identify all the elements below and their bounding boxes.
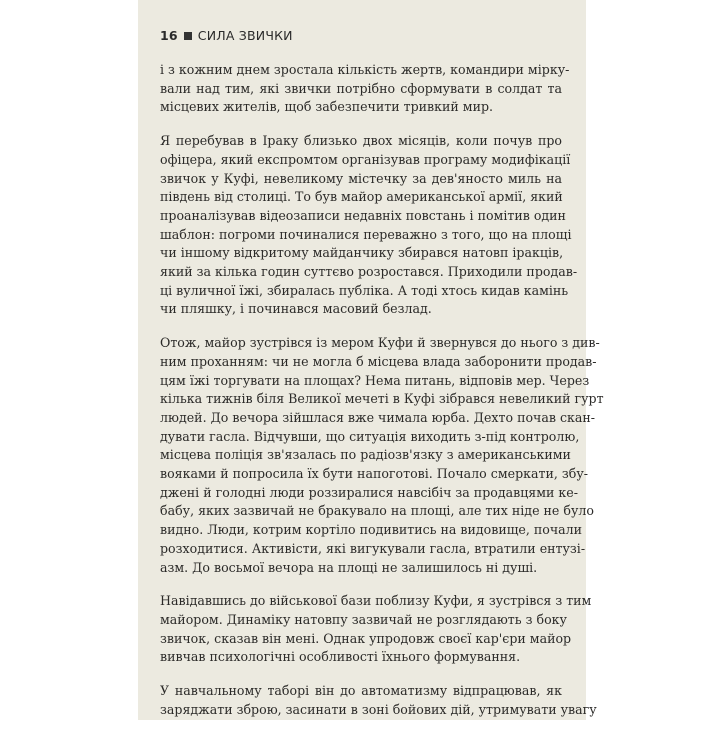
text-line: цям їжі торгувати на площах? Нема питань, відповів мер. Через <box>160 372 590 388</box>
paragraph <box>160 132 578 319</box>
chapter-title: СИЛА ЗВИЧКИ <box>197 28 293 43</box>
body-text <box>160 61 604 735</box>
text-line: джені й голодні люди роззиралися навсібіч за продавцями ке- <box>160 484 579 500</box>
text-line: вали над тим, які звички потрібно сформувати в солдат та <box>160 80 562 96</box>
text-line: місцевих жителів, щоб забезпечити тривкий мир. <box>160 99 494 115</box>
text-line: південь від столиці. То був майор американської армії, який <box>160 189 563 205</box>
paragraph <box>160 334 604 577</box>
text-line: ці вуличної їжі, збиралась публіка. А тоді хтось кидав камінь <box>160 282 569 298</box>
text-line: який за кілька годин суттєво розростався. Приходили продав- <box>160 264 578 280</box>
text-line: кілька тижнів біля Великої мечеті в Куфі зібрався невеликий гурт <box>160 391 604 407</box>
text-line: вивчав психологічні особливості їхнього формування. <box>160 649 521 665</box>
text-line: ним проханням: чи не могла б місцева влада заборонити продав- <box>160 353 597 369</box>
book-page <box>138 0 604 720</box>
text-line: заряджати зброю, засинати в зоні бойових дій, утримувати увагу <box>160 701 597 717</box>
page-number: 16 <box>160 28 178 43</box>
text-line: людей. До вечора зійшлася вже чимала юрба. Дехто почав скан- <box>160 409 596 425</box>
text-line: вояками й попросила їх бути напоготові. Почало смеркати, збу- <box>160 466 588 482</box>
paragraph <box>160 61 570 117</box>
text-line: У навчальному таборі він до автоматизму відпрацював, як <box>160 683 562 699</box>
square-bullet-icon <box>184 32 192 40</box>
text-line: розходитися. Активісти, які вигукували гасла, втратили ентузі- <box>160 540 586 556</box>
text-line: звичок, сказав він мені. Однак упродовж своєї кар'єри майор <box>160 630 572 646</box>
text-line: і з кожним днем зростала кількість жертв, командири мірку- <box>160 62 570 77</box>
text-line: Отож, майор зустрівся із мером Куфи й звернувся до нього з див- <box>160 335 600 351</box>
text-line: місцева поліція зв'язалась по радіозв'язку з американськими <box>160 447 571 463</box>
text-line: бабу, яких зазвичай не бракувало на площі, але тих ніде не було <box>160 503 594 519</box>
text-line: шаблон: погроми починалися переважно з того, що на площі <box>160 226 572 242</box>
text-line: Навідавшись до військової бази поблизу Куфи, я зустрівся з тим <box>160 593 592 609</box>
text-line: майором. Динаміку натовпу зазвичай не розглядають з боку <box>160 611 567 627</box>
text-line: азм. До восьмої вечора на площі не залишилось ні душі. <box>160 559 538 575</box>
text-line: дувати гасла. Відчувши, що ситуація виходить з-під контролю, <box>160 428 580 444</box>
text-line: звичок у Куфі, невеликому містечку за дев'яносто миль на <box>160 170 562 186</box>
paragraph <box>160 682 597 719</box>
text-line: офіцера, який експромтом організував програму модифікації <box>160 151 571 167</box>
running-header <box>160 28 293 43</box>
text-line: проаналізував відеозаписи недавніх повстань і помітив один <box>160 207 566 223</box>
text-line: чи іншому відкритому майданчику збирався натовп іракців, <box>160 245 564 261</box>
text-line: Я перебував в Іраку близько двох місяців, коли почув про <box>160 133 562 149</box>
paragraph <box>160 592 592 667</box>
text-line: чи пляшку, і починався масовий безлад. <box>160 301 432 317</box>
text-line: видно. Люди, котрим кортіло подивитись на видовище, почали <box>160 522 583 538</box>
